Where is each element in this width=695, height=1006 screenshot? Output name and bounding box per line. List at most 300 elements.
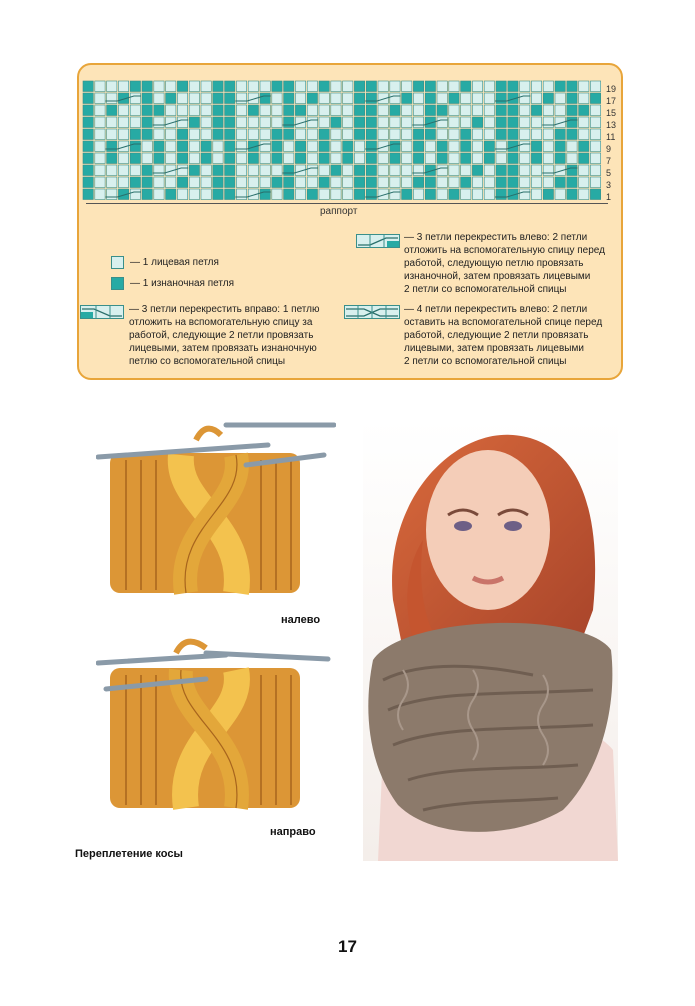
chart-cell <box>319 93 329 104</box>
chart-cell <box>390 81 400 92</box>
chart-cell <box>307 93 317 104</box>
chart-cell <box>484 105 494 116</box>
chart-cell <box>95 105 105 116</box>
chart-cell <box>260 129 270 140</box>
chart-cell <box>484 153 494 164</box>
chart-cell <box>567 153 577 164</box>
chart-cell <box>225 153 235 164</box>
chart-cell <box>531 93 541 104</box>
chart-cell <box>248 117 258 128</box>
chart-cell <box>154 117 164 128</box>
chart-cell <box>449 177 459 188</box>
chart-cell <box>484 177 494 188</box>
chart-cell <box>295 141 305 152</box>
chart-cell <box>520 177 530 188</box>
chart-cell <box>307 189 317 200</box>
chart-cell <box>201 141 211 152</box>
chart-cell <box>142 165 152 176</box>
chart-cell <box>579 81 589 92</box>
chart-cell <box>579 93 589 104</box>
chart-cell <box>366 189 376 200</box>
chart-cell <box>413 93 423 104</box>
chart-cell <box>213 177 223 188</box>
chart-cell <box>437 165 447 176</box>
chart-cell <box>425 129 435 140</box>
chart-cell <box>107 177 117 188</box>
chart-cell <box>496 129 506 140</box>
chart-cell <box>343 165 353 176</box>
chart-cell <box>449 189 459 200</box>
chart-cell <box>531 177 541 188</box>
chart-cell <box>295 93 305 104</box>
chart-cell <box>272 153 282 164</box>
row-number: 7 <box>606 156 612 166</box>
chart-cell <box>248 105 258 116</box>
chart-cell <box>472 105 482 116</box>
chart-cell <box>425 153 435 164</box>
chart-cell <box>201 81 211 92</box>
chart-cell <box>579 177 589 188</box>
chart-cell <box>413 141 423 152</box>
chart-cell <box>166 141 176 152</box>
chart-cell <box>413 129 423 140</box>
chart-cell <box>579 153 589 164</box>
row-number: 1 <box>606 192 612 202</box>
chart-cell <box>260 81 270 92</box>
chart-cell <box>331 153 341 164</box>
chart-cell <box>449 153 459 164</box>
chart-cell <box>520 117 530 128</box>
chart-cell <box>449 105 459 116</box>
chart-cell <box>425 189 435 200</box>
chart-cell <box>213 141 223 152</box>
chart-cell <box>590 117 600 128</box>
chart-cell <box>402 117 412 128</box>
chart-cell <box>284 129 294 140</box>
chart-cell <box>225 189 235 200</box>
chart-cell <box>83 153 93 164</box>
chart-cell <box>437 153 447 164</box>
chart-cell <box>154 141 164 152</box>
legend-line: отложить на вспомогательную спицу за <box>129 317 313 328</box>
chart-cell <box>142 177 152 188</box>
chart-cell <box>272 105 282 116</box>
chart-cell <box>284 81 294 92</box>
chart-cell <box>579 165 589 176</box>
chart-cell <box>449 129 459 140</box>
chart-cell <box>590 81 600 92</box>
legend-line: 2 петли со вспомогательной спицы <box>404 284 567 295</box>
chart-cell <box>189 93 199 104</box>
chart-cell <box>248 153 258 164</box>
cable-cross-left-illustration <box>96 415 336 605</box>
chart-cell <box>590 165 600 176</box>
chart-cell <box>520 105 530 116</box>
chart-cell <box>543 81 553 92</box>
chart-cell <box>177 117 187 128</box>
chart-cell <box>531 81 541 92</box>
row-number: 19 <box>606 84 617 94</box>
chart-cell <box>484 93 494 104</box>
chart-cell <box>343 153 353 164</box>
chart-cell <box>260 153 270 164</box>
chart-cell <box>472 165 482 176</box>
chart-cell <box>331 93 341 104</box>
chart-cell <box>449 117 459 128</box>
chart-cell <box>354 81 364 92</box>
chart-cell <box>449 141 459 152</box>
chart-cell <box>472 141 482 152</box>
chart-cell <box>307 117 317 128</box>
chart-cell <box>295 105 305 116</box>
chart-cell <box>189 81 199 92</box>
chart-cell <box>343 177 353 188</box>
chart-cell <box>189 153 199 164</box>
chart-cell <box>284 105 294 116</box>
chart-cell <box>461 177 471 188</box>
chart-cell <box>177 189 187 200</box>
chart-cell <box>378 153 388 164</box>
chart-cell <box>531 189 541 200</box>
chart-cell <box>201 129 211 140</box>
chart-cell <box>272 129 282 140</box>
chart-cell <box>331 129 341 140</box>
knit-label: — 1 лицевая петля <box>130 257 219 268</box>
cross-left-4-symbol <box>344 305 400 319</box>
chart-cell <box>213 117 223 128</box>
chart-cell <box>154 177 164 188</box>
chart-cell <box>331 165 341 176</box>
chart-cell <box>437 177 447 188</box>
chart-cell <box>567 165 577 176</box>
chart-cell <box>496 117 506 128</box>
cross-right-3-symbol <box>80 305 124 319</box>
chart-cell <box>413 117 423 128</box>
row-number: 9 <box>606 144 612 154</box>
chart-cell <box>107 141 117 152</box>
chart-cell <box>260 93 270 104</box>
chart-cell <box>390 141 400 152</box>
chart-cell <box>177 129 187 140</box>
knitting-chart <box>82 80 612 202</box>
chart-cell <box>555 93 565 104</box>
chart-cell <box>118 117 128 128</box>
chart-cell <box>154 165 164 176</box>
chart-cell <box>236 153 246 164</box>
chart-cell <box>225 93 235 104</box>
row-number: 13 <box>606 120 617 130</box>
chart-cell <box>579 189 589 200</box>
chart-cell <box>461 117 471 128</box>
chart-cell <box>484 165 494 176</box>
chart-cell <box>472 153 482 164</box>
chart-cell <box>461 129 471 140</box>
chart-cell <box>402 177 412 188</box>
chart-cell <box>295 81 305 92</box>
chart-cell <box>543 93 553 104</box>
chart-cell <box>520 81 530 92</box>
chart-cell <box>213 129 223 140</box>
chart-cell <box>260 141 270 152</box>
chart-cell <box>496 141 506 152</box>
chart-cell <box>520 93 530 104</box>
chart-cell <box>236 81 246 92</box>
chart-cell <box>295 153 305 164</box>
chart-cell <box>236 189 246 200</box>
chart-cell <box>319 81 329 92</box>
chart-cell <box>213 153 223 164</box>
chart-cell <box>531 141 541 152</box>
chart-cell <box>189 117 199 128</box>
chart-cell <box>390 153 400 164</box>
chart-cell <box>390 129 400 140</box>
chart-cell <box>402 165 412 176</box>
chart-cell <box>83 141 93 152</box>
chart-cell <box>142 105 152 116</box>
chart-cell <box>402 189 412 200</box>
chart-cell <box>437 105 447 116</box>
chart-cell <box>177 177 187 188</box>
chart-cell <box>130 117 140 128</box>
chart-cell <box>520 141 530 152</box>
chart-cell <box>472 93 482 104</box>
chart-cell <box>177 105 187 116</box>
chart-cell <box>449 93 459 104</box>
chart-cell <box>236 117 246 128</box>
chart-cell <box>118 153 128 164</box>
legend-line: — 4 петли перекрестить влево: 2 петли <box>404 304 588 315</box>
chart-cell <box>461 189 471 200</box>
chart-cell <box>354 189 364 200</box>
chart-cell <box>343 129 353 140</box>
chart-cell <box>461 165 471 176</box>
chart-cell <box>95 177 105 188</box>
chart-cell <box>366 81 376 92</box>
chart-cell <box>378 81 388 92</box>
page-number: 17 <box>338 937 357 956</box>
chart-cell <box>284 93 294 104</box>
chart-cell <box>154 189 164 200</box>
chart-cell <box>378 129 388 140</box>
chart-cell <box>307 81 317 92</box>
chart-cell <box>354 129 364 140</box>
chart-cell <box>331 141 341 152</box>
chart-cell <box>590 153 600 164</box>
chart-cell <box>272 93 282 104</box>
chart-cell <box>225 129 235 140</box>
chart-cell <box>543 129 553 140</box>
chart-cell <box>142 141 152 152</box>
chart-cell <box>272 81 282 92</box>
chart-cell <box>378 165 388 176</box>
chart-cell <box>166 93 176 104</box>
chart-cell <box>248 177 258 188</box>
chart-cell <box>343 105 353 116</box>
chart-cell <box>579 117 589 128</box>
chart-cell <box>567 177 577 188</box>
chart-cell <box>343 141 353 152</box>
chart-cell <box>236 165 246 176</box>
chart-cell <box>118 177 128 188</box>
chart-cell <box>284 153 294 164</box>
chart-cell <box>142 117 152 128</box>
chart-cell <box>272 117 282 128</box>
chart-cell <box>543 141 553 152</box>
chart-cell <box>154 129 164 140</box>
chart-cell <box>107 81 117 92</box>
chart-cell <box>307 105 317 116</box>
chart-cell <box>508 153 518 164</box>
chart-cell <box>590 177 600 188</box>
chart-cell <box>295 177 305 188</box>
chart-cell <box>402 153 412 164</box>
chart-cell <box>366 93 376 104</box>
chart-cell <box>295 189 305 200</box>
chart-cell <box>166 153 176 164</box>
chart-cell <box>295 129 305 140</box>
chart-cell <box>154 153 164 164</box>
legend-line: лицевыми, затем провязать лицевыми <box>404 343 584 354</box>
chart-cell <box>354 177 364 188</box>
chart-cell <box>260 177 270 188</box>
chart-cell <box>402 129 412 140</box>
chart-cell <box>177 153 187 164</box>
chart-cell <box>425 81 435 92</box>
legend-line: отложить на вспомогательную спицу перед <box>404 245 605 256</box>
chart-cell <box>472 189 482 200</box>
chart-cell <box>567 129 577 140</box>
chart-cell <box>166 189 176 200</box>
chart-cell <box>83 177 93 188</box>
chart-cell <box>225 117 235 128</box>
chart-cell <box>437 81 447 92</box>
chart-cell <box>461 153 471 164</box>
chart-cell <box>142 93 152 104</box>
chart-cell <box>201 117 211 128</box>
chart-cell <box>130 105 140 116</box>
chart-cell <box>130 165 140 176</box>
chart-cell <box>225 165 235 176</box>
chart-cell <box>366 177 376 188</box>
row-number: 11 <box>606 132 616 142</box>
purl-label: — 1 изнаночная петля <box>130 278 234 289</box>
chart-cell <box>225 81 235 92</box>
chart-cell <box>449 165 459 176</box>
chart-cell <box>272 141 282 152</box>
chart-cell <box>142 153 152 164</box>
chart-cell <box>189 165 199 176</box>
chart-cell <box>107 189 117 200</box>
chart-cell <box>201 153 211 164</box>
chart-cell <box>354 105 364 116</box>
chart-cell <box>236 177 246 188</box>
chart-cell <box>177 81 187 92</box>
chart-cell <box>83 105 93 116</box>
chart-cell <box>213 93 223 104</box>
chart-cell <box>83 189 93 200</box>
chart-cell <box>307 141 317 152</box>
legend-line: оставить на вспомогательной спице перед <box>404 317 603 328</box>
legend-line: — 3 петли перекрестить вправо: 1 петлю <box>129 304 320 315</box>
chart-cell <box>579 129 589 140</box>
chart-cell <box>118 165 128 176</box>
chart-cell <box>366 105 376 116</box>
chart-cell <box>343 81 353 92</box>
chart-cell <box>201 177 211 188</box>
chart-cell <box>449 81 459 92</box>
chart-cell <box>413 81 423 92</box>
chart-cell <box>142 189 152 200</box>
chart-cell <box>331 105 341 116</box>
chart-cell <box>508 177 518 188</box>
chart-cell <box>343 117 353 128</box>
chart-cell <box>354 165 364 176</box>
chart-cell <box>189 177 199 188</box>
chart-cell <box>366 129 376 140</box>
chart-cell <box>496 189 506 200</box>
chart-cell <box>225 177 235 188</box>
cross-left-4-text <box>404 303 602 368</box>
rapport-line <box>86 203 608 204</box>
chart-cell <box>166 129 176 140</box>
chart-cell <box>189 141 199 152</box>
chart-cell <box>213 105 223 116</box>
chart-cell <box>331 189 341 200</box>
chart-cell <box>378 177 388 188</box>
chart-cell <box>590 105 600 116</box>
chart-cell <box>472 177 482 188</box>
label-right: направо <box>270 826 316 838</box>
legend-line: 2 петли со вспомогательной спицы <box>404 356 567 367</box>
chart-cell <box>425 105 435 116</box>
photo-woman-snood <box>363 420 618 861</box>
chart-cell <box>95 117 105 128</box>
chart-cell <box>508 165 518 176</box>
chart-cell <box>472 117 482 128</box>
chart-cell <box>402 105 412 116</box>
chart-cell <box>567 93 577 104</box>
chart-cell <box>484 141 494 152</box>
chart-cell <box>95 129 105 140</box>
chart-cell <box>555 141 565 152</box>
chart-cell <box>508 105 518 116</box>
chart-cell <box>189 189 199 200</box>
chart-cell <box>390 93 400 104</box>
chart-cell <box>555 177 565 188</box>
chart-cell <box>213 165 223 176</box>
chart-cell <box>425 141 435 152</box>
cross-left-3-text <box>404 231 605 296</box>
chart-cell <box>118 81 128 92</box>
chart-cell <box>177 165 187 176</box>
chart-cell <box>590 189 600 200</box>
chart-cell <box>390 189 400 200</box>
chart-cell <box>567 189 577 200</box>
chart-cell <box>118 105 128 116</box>
chart-cell <box>590 141 600 152</box>
chart-cell <box>260 165 270 176</box>
chart-cell <box>354 93 364 104</box>
chart-cell <box>543 105 553 116</box>
chart-cell <box>272 189 282 200</box>
row-number: 5 <box>606 168 612 178</box>
chart-cell <box>284 177 294 188</box>
chart-cell <box>107 153 117 164</box>
label-left: налево <box>281 614 321 626</box>
chart-cell <box>520 153 530 164</box>
chart-cell <box>319 153 329 164</box>
chart-cell <box>437 189 447 200</box>
